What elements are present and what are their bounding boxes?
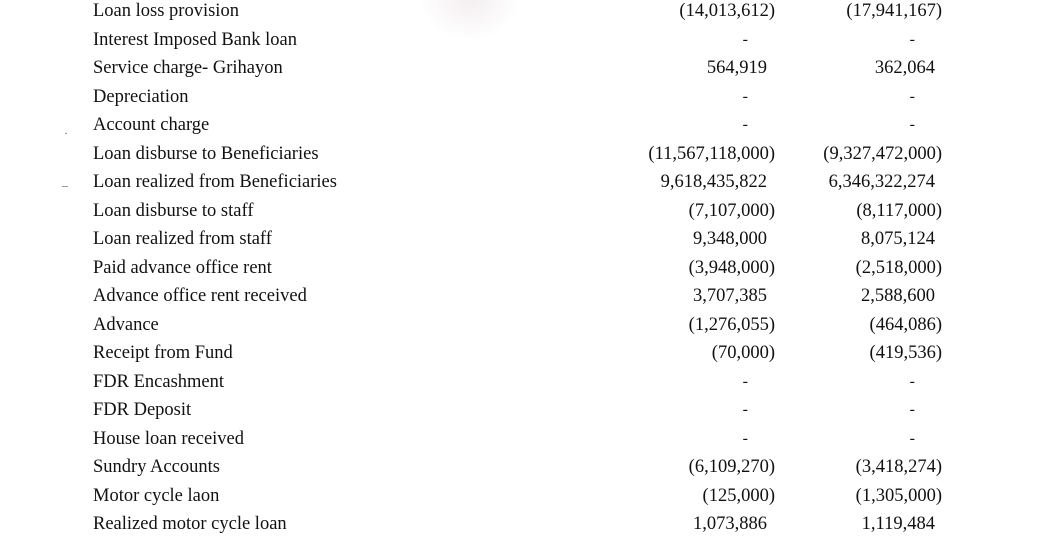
scan-speck: · (64, 126, 68, 140)
row-label: House loan received (93, 428, 245, 449)
row-label: Account charge (93, 115, 210, 135)
previous-year-value: - (909, 401, 915, 418)
current-year-value: (70,000) (711, 343, 775, 363)
table-row (0, 54, 1050, 82)
previous-year-value: 6,346,322,274 (828, 172, 935, 192)
previous-year-value: (419,536) (869, 343, 942, 363)
row-label: Sundry Accounts (93, 457, 220, 477)
table-row (0, 339, 1050, 367)
current-year-value: 1,073,886 (693, 514, 767, 534)
current-year-value: (14,013,612) (679, 1, 775, 21)
row-label: Loan realized from staff (93, 229, 272, 249)
previous-year-value: 362,064 (874, 58, 935, 78)
table-row (0, 311, 1050, 339)
table-row (0, 510, 1050, 538)
current-year-value: (7,107,000) (688, 200, 775, 221)
row-label: Service charge- Grihayon (93, 58, 283, 78)
row-label: FDR Deposit (93, 400, 192, 420)
current-year-value: 564,919 (706, 58, 767, 78)
current-year-value: - (742, 116, 748, 133)
table-row (0, 83, 1050, 111)
previous-year-value: 1,119,484 (861, 514, 935, 534)
table-row (0, 111, 1050, 139)
previous-year-value: (1,305,000) (855, 485, 942, 506)
current-year-value: (125,000) (702, 485, 775, 506)
current-year-value: - (742, 401, 748, 418)
current-year-value: (11,567,118,000) (648, 143, 775, 164)
table-row (0, 453, 1050, 481)
previous-year-value: (17,941,167) (846, 1, 942, 21)
current-year-value: - (742, 429, 748, 447)
table-row (0, 197, 1050, 225)
previous-year-value: (9,327,472,000) (823, 143, 942, 164)
row-label: Depreciation (93, 86, 189, 107)
previous-year-value: - (909, 30, 915, 48)
row-label: Receipt from Fund (93, 343, 233, 363)
current-year-value: 9,618,435,822 (660, 172, 767, 192)
table-row (0, 282, 1050, 310)
table-row (0, 0, 1050, 25)
table-row (0, 254, 1050, 282)
current-year-value: - (742, 30, 748, 48)
row-label: Interest Imposed Bank loan (93, 29, 297, 50)
table-row (0, 26, 1050, 54)
current-year-value: - (742, 87, 748, 105)
scan-speck: – (62, 178, 68, 192)
table-row (0, 425, 1050, 453)
table-row (0, 225, 1050, 253)
current-year-value: 3,707,385 (693, 286, 767, 306)
previous-year-value: - (909, 87, 915, 105)
row-label: Advance (93, 314, 159, 335)
row-label: Loan disburse to staff (93, 200, 254, 221)
table-row (0, 168, 1050, 196)
table-row (0, 482, 1050, 510)
current-year-value: (1,276,055) (688, 314, 775, 335)
previous-year-value: (464,086) (869, 314, 942, 335)
row-label: Paid advance office rent (93, 257, 272, 278)
previous-year-value: - (909, 116, 915, 133)
table-row (0, 140, 1050, 168)
current-year-value: (3,948,000) (688, 257, 775, 278)
previous-year-value: - (909, 429, 915, 447)
row-label: Loan loss provision (93, 1, 239, 21)
row-label: Advance office rent received (93, 286, 307, 306)
current-year-value: (6,109,270) (688, 457, 775, 477)
previous-year-value: 2,588,600 (861, 286, 935, 306)
row-label: Motor cycle laon (93, 485, 220, 506)
current-year-value: - (742, 372, 748, 390)
previous-year-value: - (909, 372, 915, 390)
row-label: Realized motor cycle loan (93, 514, 287, 534)
row-label: Loan disburse to Beneficiaries (93, 143, 319, 164)
previous-year-value: 8,075,124 (861, 229, 935, 249)
current-year-value: 9,348,000 (693, 229, 767, 249)
row-label: Loan realized from Beneficiaries (93, 172, 337, 192)
previous-year-value: (3,418,274) (855, 457, 942, 477)
previous-year-value: (2,518,000) (855, 257, 942, 278)
table-row (0, 368, 1050, 396)
row-label: FDR Encashment (93, 371, 225, 392)
previous-year-value: (8,117,000) (856, 200, 942, 221)
table-row (0, 396, 1050, 424)
